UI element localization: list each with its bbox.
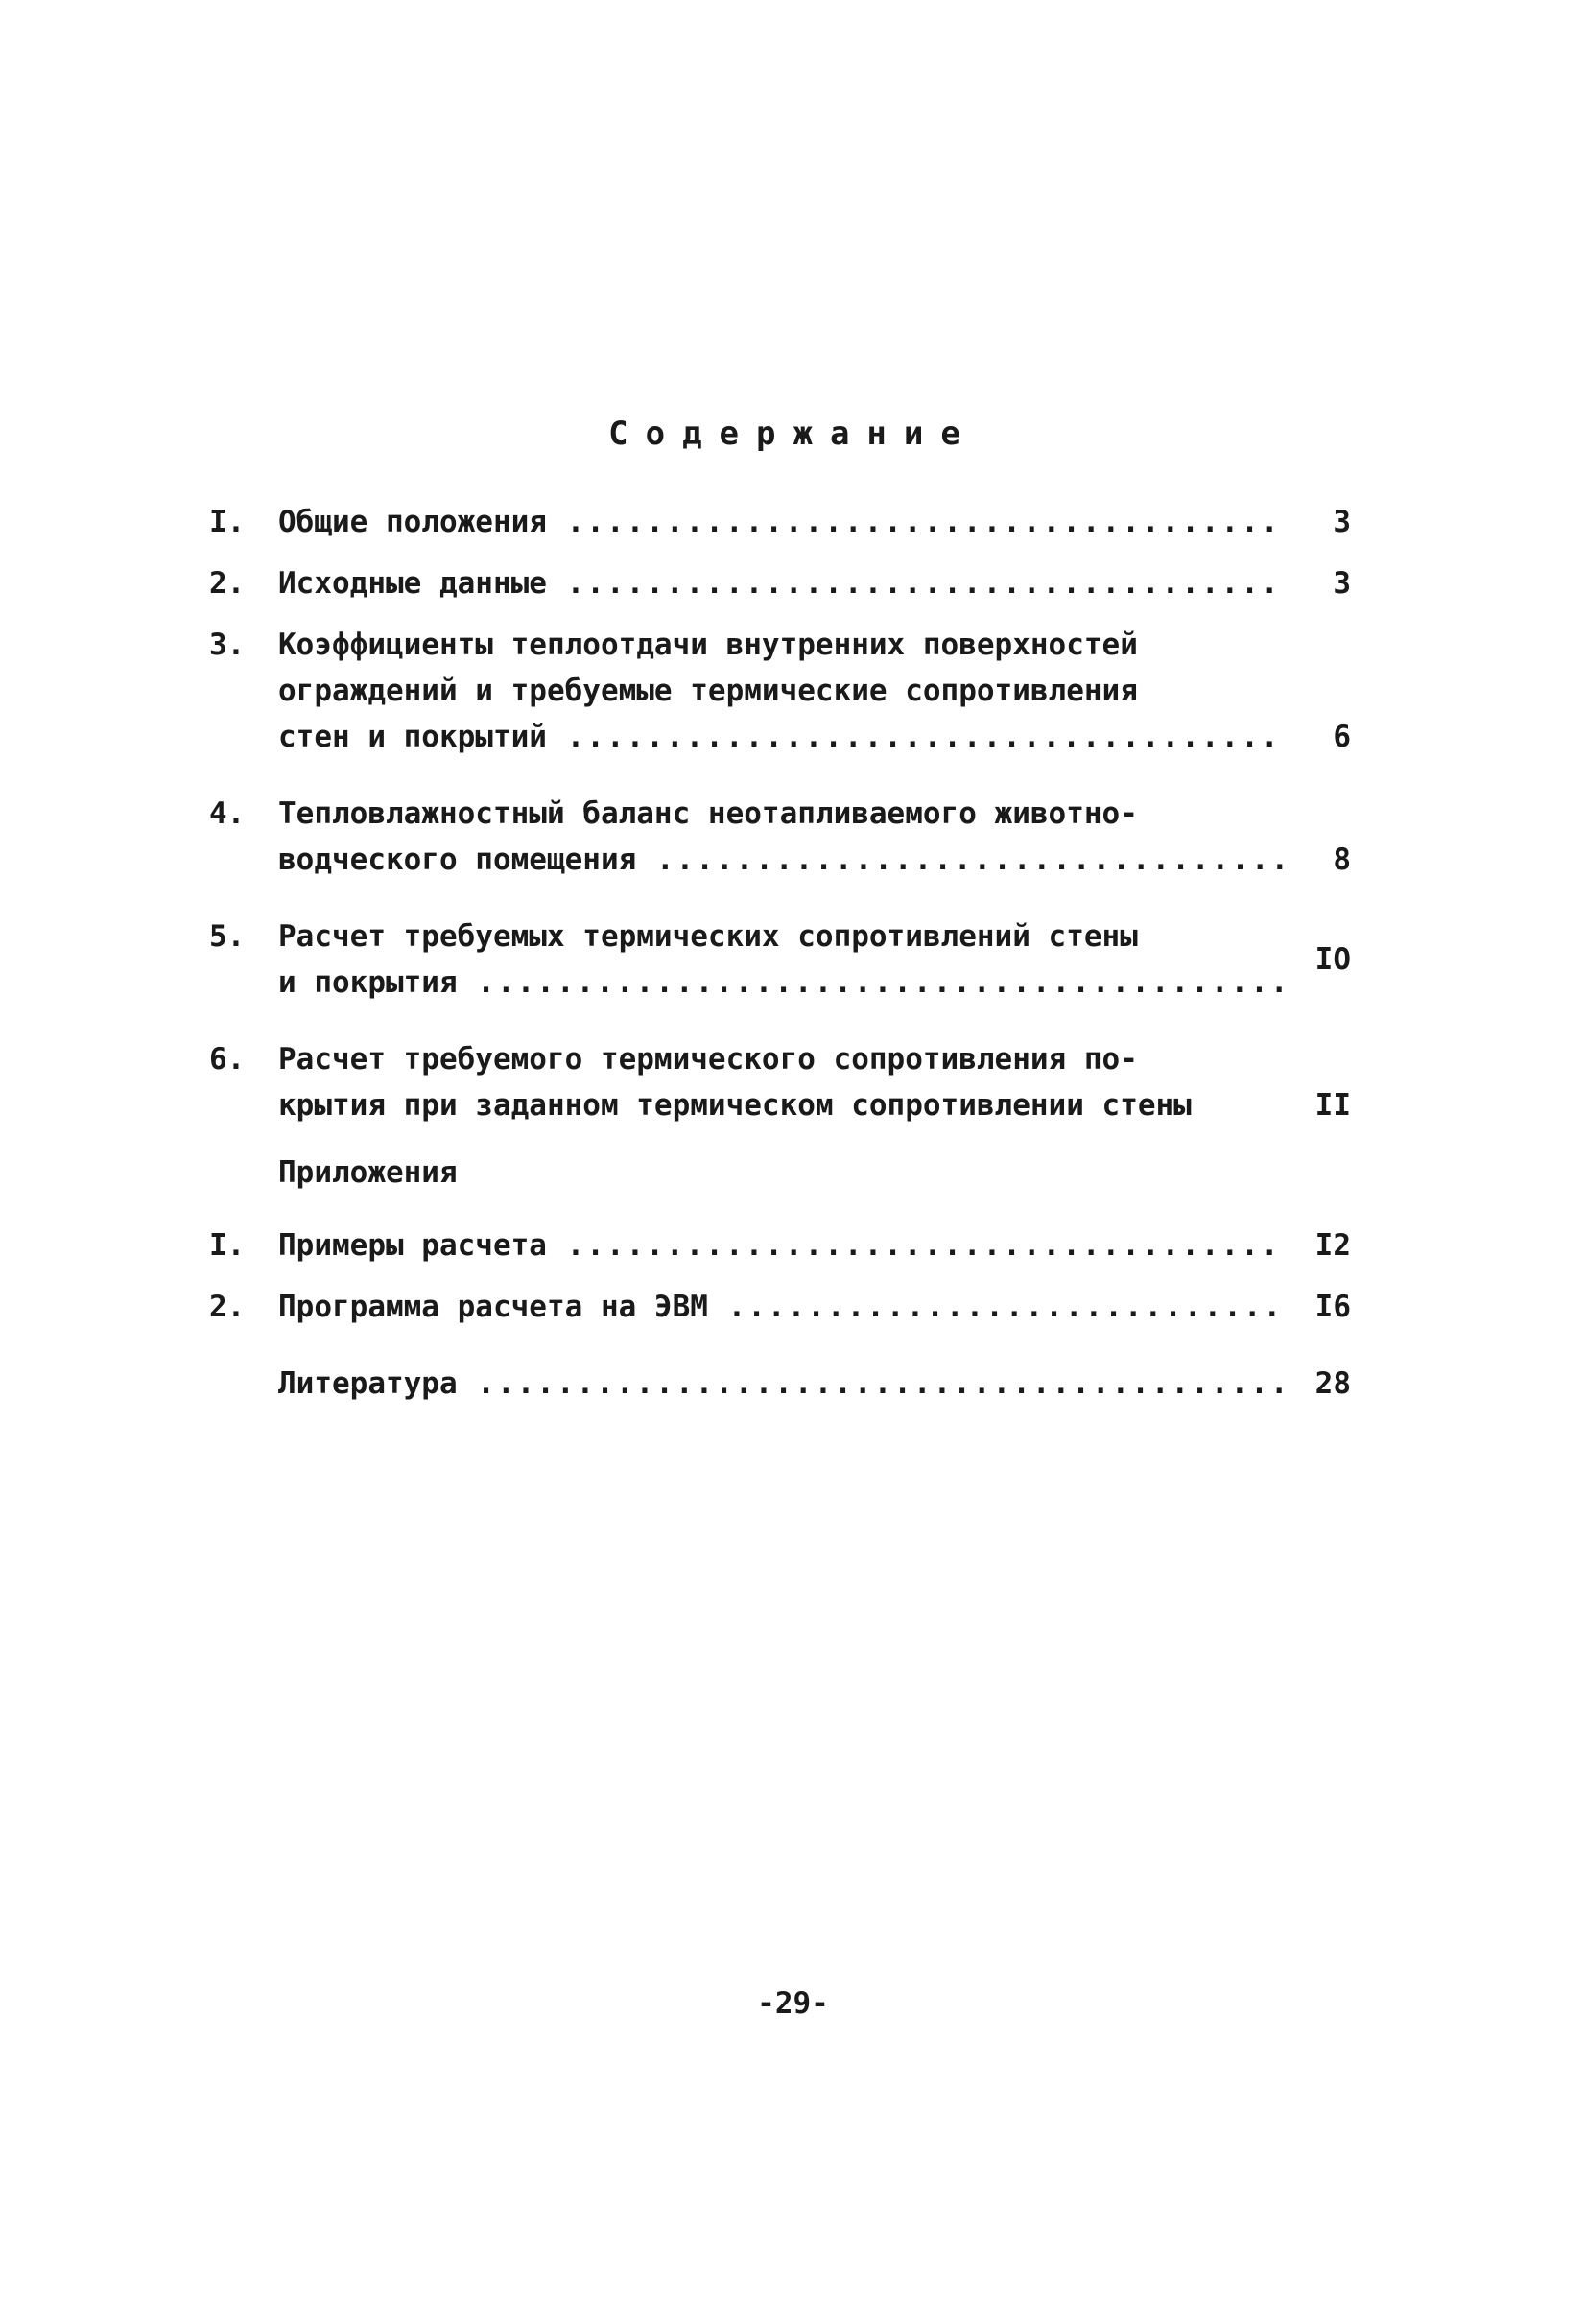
- page-number: -29-: [757, 1986, 829, 2021]
- toc-entry-number: 2.: [209, 566, 246, 601]
- toc-entry-number: I.: [209, 1228, 246, 1263]
- toc-entry-line: Расчет требуемых термических сопротивлений стены: [278, 919, 1138, 954]
- appendix-entry-2: [209, 1284, 1351, 1330]
- toc-entry-line: ограждений и требуемые термические сопротивления: [278, 674, 1138, 708]
- toc-entry-title: [278, 1222, 1284, 1269]
- toc-entry-title: [278, 1284, 1284, 1330]
- toc-entry-page: 6: [1333, 720, 1351, 754]
- toc-entry-3: [209, 622, 1351, 760]
- toc-entry-page: 28: [1314, 1366, 1351, 1401]
- toc-entry-4: [209, 791, 1351, 883]
- toc-entry-number: I.: [209, 505, 246, 539]
- toc-entry-title: [278, 1361, 1284, 1407]
- toc-entry-number: 2.: [209, 1290, 246, 1324]
- toc-entry-title: [278, 499, 1284, 545]
- toc-entry-line: стен и покрытий .....: [278, 714, 1284, 760]
- toc-entry-title: [278, 1036, 1284, 1128]
- toc-entry-page: II: [1314, 1088, 1351, 1123]
- appendix-heading: Приложения: [278, 1155, 458, 1190]
- toc-entry-line: Программа расчета на ЭВМ .....: [278, 1284, 1284, 1330]
- toc-entry-page: 8: [1333, 842, 1351, 877]
- toc-entry-6: [209, 1036, 1351, 1128]
- toc-entry-page: I2: [1314, 1228, 1351, 1263]
- appendix-entry-1: [209, 1222, 1351, 1269]
- literature-label: Литература .....: [278, 1361, 1284, 1407]
- page-title: Содержание: [608, 415, 978, 453]
- toc-entry-2: [209, 560, 1351, 606]
- toc-entry-title: [278, 791, 1284, 883]
- toc-entry-number: 4.: [209, 796, 246, 831]
- toc-entry-1: [209, 499, 1351, 545]
- toc-entry-5: [209, 913, 1351, 1006]
- toc-entry-line: Коэффициенты теплоотдачи внутренних поверхностей: [278, 628, 1138, 662]
- toc-entry-number: 5.: [209, 919, 246, 954]
- toc-entry-page: 3: [1333, 505, 1351, 539]
- toc-entry-line: водческого помещения .....: [278, 837, 1284, 883]
- toc-entry-number: 3.: [209, 628, 246, 662]
- toc-entry-page: 3: [1333, 566, 1351, 601]
- toc-entry-line: Расчет требуемого термического сопротивления по-: [278, 1042, 1138, 1077]
- toc-entry-line: Общие положения .....: [278, 499, 1284, 545]
- toc-entry-page: I6: [1314, 1290, 1351, 1324]
- toc-entry-title: [278, 622, 1284, 760]
- toc-entry-title: [278, 560, 1284, 606]
- toc-entry-title: [278, 913, 1284, 1006]
- toc-entry-line: Тепловлажностный баланс неотапливаемого животно-: [278, 796, 1138, 831]
- toc-entry-line: и покрытия .....: [278, 960, 1284, 1006]
- toc-entry-number: 6.: [209, 1042, 246, 1077]
- literature-entry: [209, 1361, 1351, 1407]
- toc-entry-line: крытия при заданном термическом сопротивлении стены: [278, 1088, 1192, 1123]
- toc-entry-line: Примеры расчета .....: [278, 1222, 1284, 1269]
- toc-entry-page: IO: [1314, 942, 1351, 977]
- table-of-contents: [209, 499, 1351, 1422]
- toc-entry-line: Исходные данные .....: [278, 560, 1284, 606]
